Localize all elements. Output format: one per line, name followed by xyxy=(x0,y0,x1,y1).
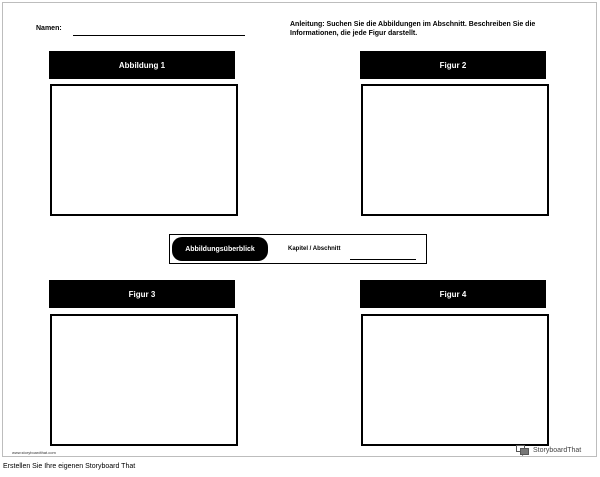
chapter-section-line[interactable] xyxy=(350,259,416,260)
name-line[interactable] xyxy=(73,35,245,36)
figure-3-header: Figur 3 xyxy=(49,280,235,308)
figure-2-header: Figur 2 xyxy=(360,51,546,79)
logo-text: StoryboardThat xyxy=(533,447,582,454)
chapter-section-label: Kapitel / Abschnitt xyxy=(288,246,341,252)
figure-4-box[interactable] xyxy=(361,314,549,446)
storyboardthat-logo-icon xyxy=(516,445,530,456)
figure-1-box[interactable] xyxy=(50,84,238,216)
worksheet xyxy=(2,2,597,457)
figure-3-box[interactable] xyxy=(50,314,238,446)
footer-caption: Erstellen Sie Ihre eigenen Storyboard That xyxy=(3,463,136,470)
name-label: Namen: xyxy=(36,25,62,32)
figure-1-header: Abbildung 1 xyxy=(49,51,235,79)
instructions: Anleitung: Suchen Sie die Abbildungen im Abschnitt. Beschreiben Sie die Informationen, die jede Figur darstellt. xyxy=(290,21,536,37)
footer-url[interactable]: www.storyboardthat.com xyxy=(12,450,56,455)
storyboardthat-logo[interactable] xyxy=(516,445,581,456)
figure-4-header: Figur 4 xyxy=(360,280,546,308)
figure-2-box[interactable] xyxy=(361,84,549,216)
figure-overview-title: Abbildungsüberblick xyxy=(172,237,268,261)
figure-overview-bar xyxy=(169,234,427,264)
